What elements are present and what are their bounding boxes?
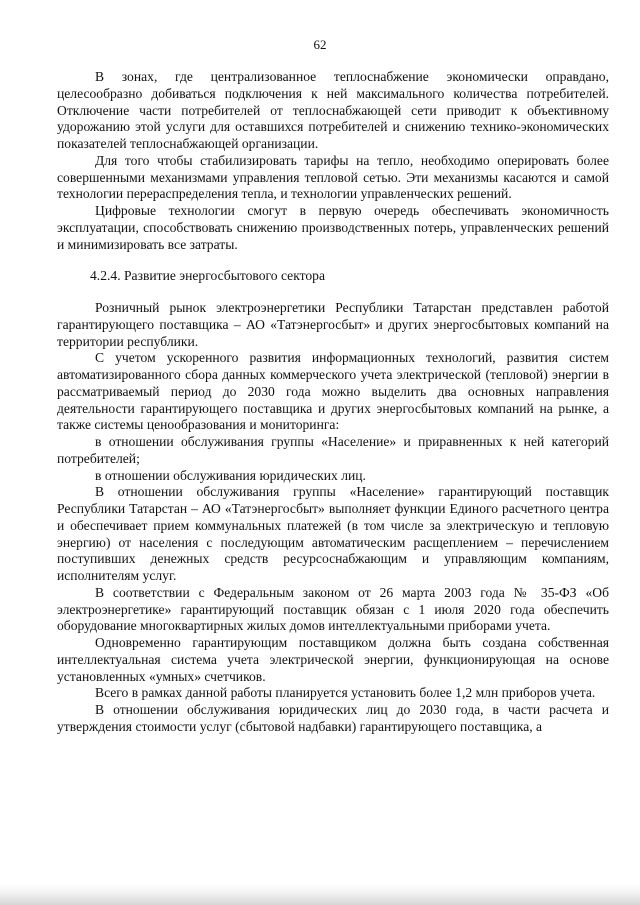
paragraph: В отношении обслуживания группы «Население» гарантирующий поставщик Республики Татарстан – АО «Татэнергосбыт» выполняет функции Единого расчетного центра и обеспечивает прием коммунальных платежей (в том числе за электрическую и тепловую энергию) от населения с последующим автоматическим расщеплением – перечислением поступивших денежных средств ресурсоснабжающим и управляющим компаниям, исполнителям услуг.: [57, 484, 609, 583]
paragraph: Для того чтобы стабилизировать тарифы на тепло, необходимо оперировать более совершенными механизмами управления тепловой сетью. Эти механизмы касаются и самой технологии перераспределения тепла, и технологии управленческих решений.: [57, 152, 609, 202]
paragraph: С учетом ускоренного развития информационных технологий, развития систем автоматизированного сбора данных коммерческого учета электрической (тепловой) энергии в рассматриваемый период до 2030 года можно выделить два основных направления деятельности гарантирующего поставщика и других энергосбытовых компаний на рынке, а также системы ценообразования и мониторинга:: [57, 350, 609, 433]
document-body: [57, 69, 609, 736]
list-item: в отношении обслуживания юридических лиц.: [95, 467, 366, 483]
paragraph: Розничный рынок электроэнергетики Республики Татарстан представлен работой гарантирующего поставщика – АО «Татэнергосбыт» и других энергосбытовых компаний на территории республики.: [57, 300, 609, 349]
paragraph: Одновременно гарантирующим поставщиком должна быть создана собственная интеллектуальная система учета электрической энергии, функционирующая на основе установленных «умных» счетчиков.: [57, 635, 609, 684]
scan-edge-shadow: [0, 883, 640, 905]
list-item: в отношении обслуживания группы «Население» и приравненных к ней категорий потребителей;: [57, 434, 609, 466]
paragraph: Всего в рамках данной работы планируется установить более 1,2 млн приборов учета.: [95, 685, 596, 701]
paragraph: Цифровые технологии смогут в первую очередь обеспечивать экономичность эксплуатации, способствовать снижению производственных потерь, управленческих решений и минимизировать все затраты.: [57, 203, 609, 252]
paragraph: В отношении обслуживания юридических лиц до 2030 года, в части расчета и утверждения стоимости услуг (сбытовой надбавки) гарантирующего поставщика, а: [57, 702, 609, 734]
page-number: 62: [313, 37, 327, 52]
paragraph: В соответствии с Федеральным законом от 26 марта 2003 года № 35-ФЗ «Об электроэнергетике» гарантирующий поставщик обязан с 1 июля 2020 года обеспечить оборудование многоквартирных жилых домов интеллектуальными приборами учета.: [57, 584, 609, 634]
paragraph: В зонах, где централизованное теплоснабжение экономически оправдано, целесообразно добиваться подключения к ней максимального количества потребителей. Отключение части потребителей от теплоснабжающей сети приводит к объективному удорожанию этой услуги для оставшихся потребителей и снижению технико-экономических показателей теплоснабжающей организации.: [57, 69, 609, 151]
section-heading: 4.2.4. Развитие энергосбытового сектора: [90, 268, 326, 284]
